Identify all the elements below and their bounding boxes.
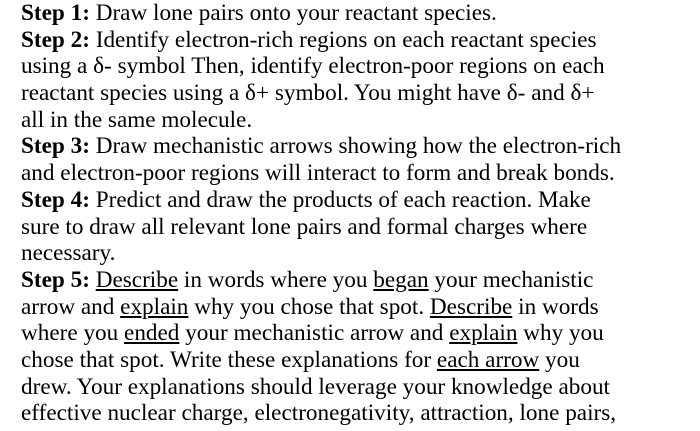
- text-segment: Draw lone pairs onto your reactant species.: [89, 0, 497, 26]
- text-segment: your mechanistic: [428, 266, 594, 293]
- step-label: Step 5:: [21, 266, 90, 293]
- text-segment: all in the same molecule.: [21, 106, 253, 133]
- text-segment: necessary.: [21, 240, 116, 267]
- text-segment: using a δ- symbol Then, identify electron-poor regions on each: [21, 53, 605, 80]
- text-line: [21, 374, 693, 401]
- text-segment: you: [539, 346, 580, 373]
- text-segment: where you: [21, 320, 125, 347]
- text-line: [21, 107, 693, 134]
- underlined-keyword: ended: [124, 320, 180, 347]
- underlined-keyword: explain: [120, 293, 189, 320]
- text-segment: and electron-poor regions will interact to form and break bonds.: [21, 160, 615, 187]
- text-line: [21, 187, 693, 214]
- text-segment: Draw mechanistic arrows showing how the electron-rich: [89, 133, 622, 160]
- text-line: [21, 53, 693, 80]
- step-label: Step 2:: [21, 26, 90, 53]
- text-segment: why you: [517, 320, 604, 347]
- text-segment: chose that spot. Write these explanations for: [21, 346, 437, 373]
- text-segment: your mechanistic arrow and: [179, 320, 450, 347]
- underlined-keyword: began: [373, 266, 429, 293]
- text-line: [21, 240, 693, 267]
- text-segment: drew. Your explanations should leverage your knowledge about: [21, 373, 611, 400]
- underlined-keyword: explain: [449, 320, 518, 347]
- text-line: [21, 294, 693, 321]
- text-line: [21, 160, 693, 187]
- text-line: [21, 347, 693, 374]
- text-line: [21, 320, 693, 347]
- text-segment: Identify electron-rich regions on each reactant species: [89, 26, 597, 53]
- instruction-text: [21, 0, 693, 427]
- text-segment: effective nuclear charge, electronegativity, attraction, lone pairs,: [21, 400, 617, 427]
- text-line: [21, 400, 693, 427]
- text-line: [21, 80, 693, 107]
- text-segment: Predict and draw the products of each reaction. Make: [89, 186, 591, 213]
- underlined-keyword: each arrow: [436, 346, 540, 373]
- text-line: [21, 27, 693, 54]
- text-line: [21, 0, 693, 27]
- text-line: [21, 267, 693, 294]
- text-segment: in words: [512, 293, 599, 320]
- text-segment: sure to draw all relevant lone pairs and formal charges where: [21, 213, 588, 240]
- text-segment: in words where you: [178, 266, 374, 293]
- step-label: Step 4:: [21, 186, 90, 213]
- text-segment: reactant species using a δ+ symbol. You might have δ- and δ+: [21, 80, 595, 107]
- text-segment: arrow and: [21, 293, 121, 320]
- text-line: [21, 133, 693, 160]
- step-label: Step 3:: [21, 133, 90, 160]
- text-line: [21, 214, 693, 241]
- text-segment: why you chose that spot.: [188, 293, 430, 320]
- underlined-keyword: Describe: [95, 266, 179, 293]
- step-label: Step 1:: [21, 0, 90, 26]
- underlined-keyword: Describe: [429, 293, 513, 320]
